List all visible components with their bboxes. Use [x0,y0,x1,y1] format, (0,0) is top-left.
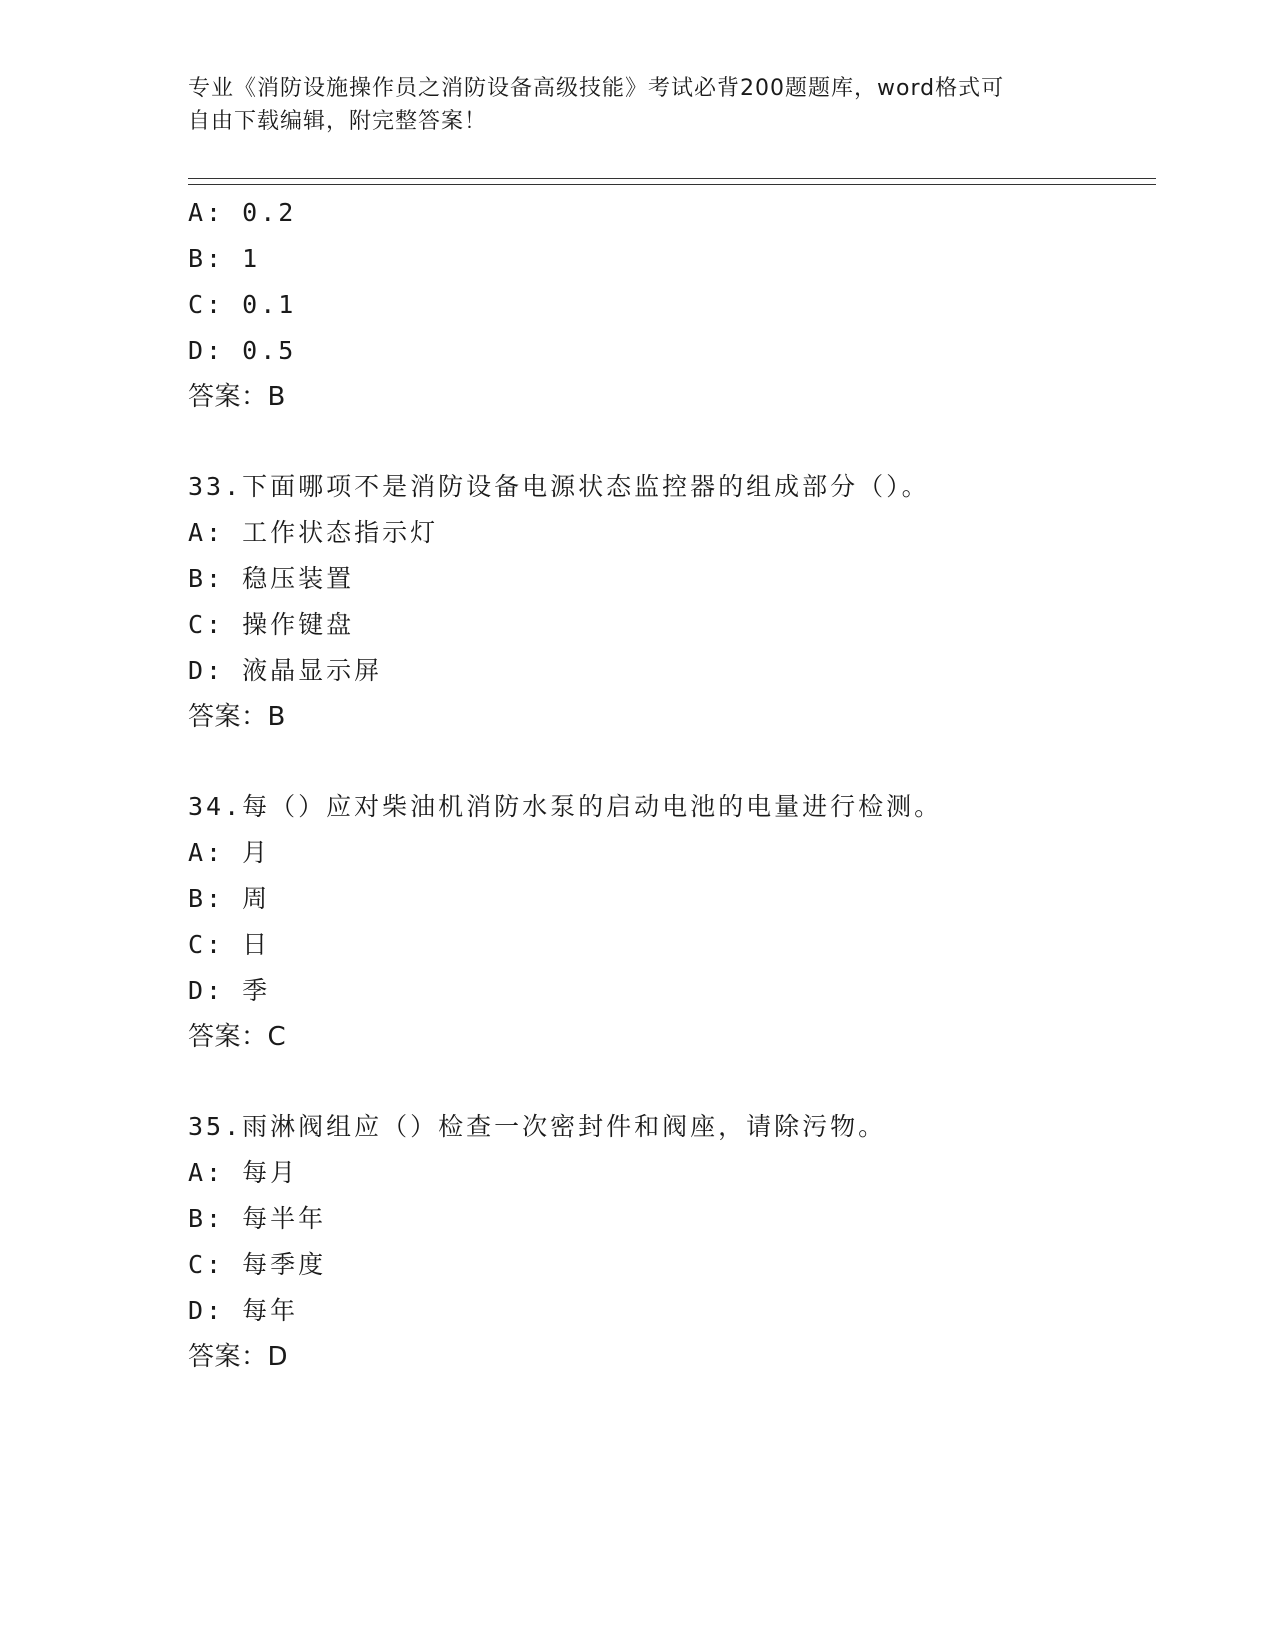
question-stem: 33.下面哪项不是消防设备电源状态监控器的组成部分（）。 [188,472,930,501]
page-header [188,72,1088,138]
option-a: A: 0.2 [188,198,297,227]
spacer [188,1060,1156,1104]
header-line-1: 专业《消防设施操作员之消防设备高级技能》考试必背200题题库，word格式可 [188,76,1005,101]
question-stem: 34.每（）应对柴油机消防水泵的启动电池的电量进行检测。 [188,792,943,821]
option-a: A: 每月 [188,1158,299,1187]
option-b: B: 稳压装置 [188,564,355,593]
option-c: C: 操作键盘 [188,610,355,639]
question-list [188,190,1156,1380]
answer: 答案：B [188,382,286,412]
option-c: C: 每季度 [188,1250,327,1279]
option-b: B: 周 [188,884,271,913]
header-double-rule [188,178,1156,185]
option-d: D: 液晶显示屏 [188,656,383,685]
option-a: A: 月 [188,838,271,867]
option-b: B: 1 [188,244,261,273]
option-d: D: 每年 [188,1296,299,1325]
spacer [188,420,1156,464]
option-c: C: 日 [188,930,271,959]
header-line-2: 自由下载编辑，附完整答案！ [188,109,488,134]
option-d: D: 季 [188,976,271,1005]
option-d: D: 0.5 [188,336,297,365]
option-b: B: 每半年 [188,1204,327,1233]
spacer [188,740,1156,784]
option-a: A: 工作状态指示灯 [188,518,439,547]
answer: 答案：D [188,1342,289,1372]
question-32-continued [188,190,1156,420]
question-34 [188,784,1156,1060]
question-35 [188,1104,1156,1380]
option-c: C: 0.1 [188,290,297,319]
question-stem: 35.雨淋阀组应（）检查一次密封件和阀座，请除污物。 [188,1112,887,1141]
answer: 答案：B [188,702,286,732]
answer: 答案：C [188,1022,287,1052]
question-33 [188,464,1156,740]
